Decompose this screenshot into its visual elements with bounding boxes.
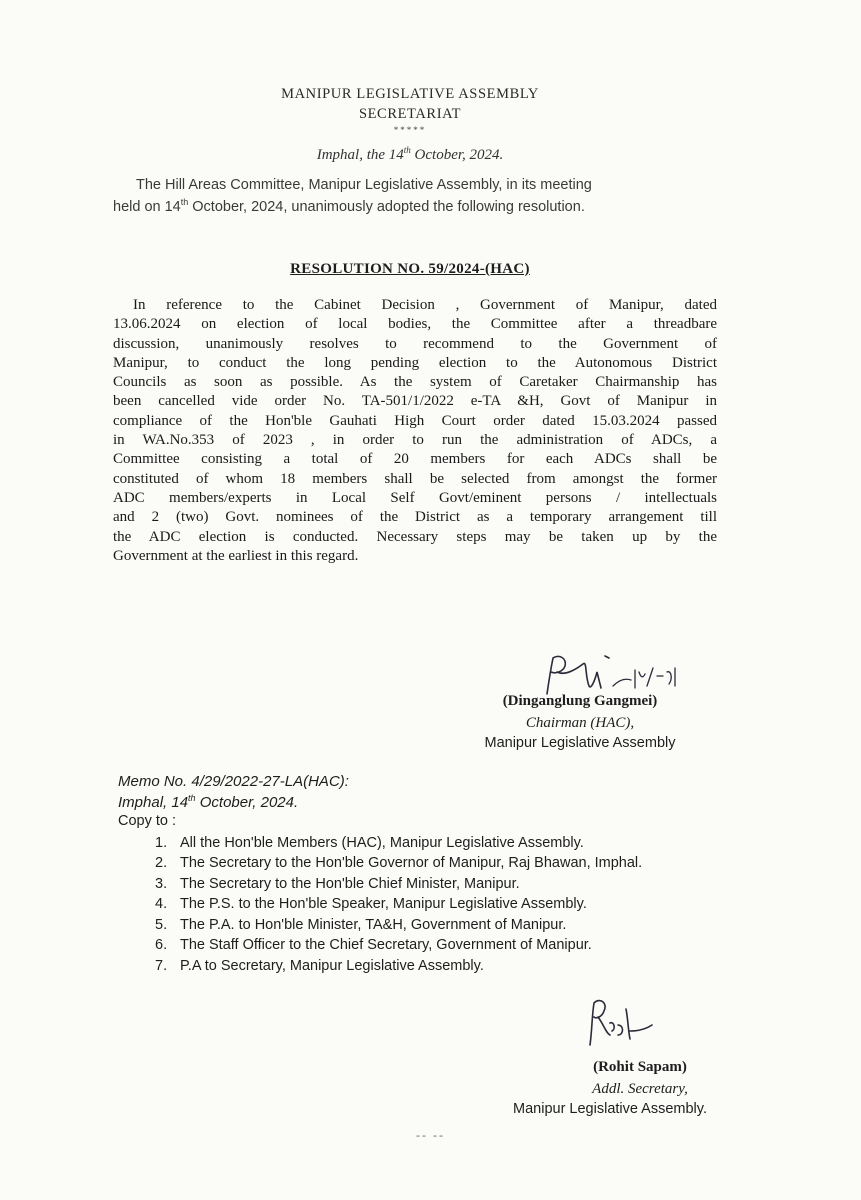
- secretary-signature-icon: [580, 995, 670, 1050]
- intro-line-1: The Hill Areas Committee, Manipur Legislative Assembly, in its meeting: [136, 177, 592, 193]
- header-stars: *****: [393, 125, 427, 135]
- memo-number: Memo No. 4/29/2022-27-LA(HAC):: [118, 773, 349, 790]
- issue-date: Imphal, the 14th October, 2024.: [316, 145, 504, 163]
- list-item: 7. P.A to Secretary, Manipur Legislative Assembly.: [155, 958, 484, 974]
- resolution-line: ADC members/experts in Local Self Govt/eminent persons / intellectuals: [113, 489, 717, 506]
- list-item: 1. All the Hon'ble Members (HAC), Manipur Legislative Assembly.: [155, 835, 584, 851]
- resolution-line: discussion, unanimously resolves to recommend to the Government of: [113, 335, 717, 352]
- resolution-line: In reference to the Cabinet Decision , Government of Manipur, dated: [133, 297, 717, 313]
- secretary-name: (Rohit Sapam): [593, 1059, 687, 1075]
- secretary-designation: Addl. Secretary,: [592, 1081, 688, 1097]
- assembly-title: MANIPUR LEGISLATIVE ASSEMBLY: [281, 86, 539, 102]
- list-item: 6. The Staff Officer to the Chief Secretary, Government of Manipur.: [155, 937, 592, 953]
- resolution-title: RESOLUTION NO. 59/2024-(HAC): [290, 261, 530, 277]
- resolution-line: Government at the earliest in this regard.: [113, 547, 359, 564]
- page-footer-mark: -- --: [416, 1128, 445, 1142]
- resolution-line: the ADC election is conducted. Necessary steps may be taken up by the: [113, 528, 717, 545]
- memo-place-date: Imphal, 14th October, 2024.: [118, 793, 299, 811]
- intro-line-2: held on 14th October, 2024, unanimously adopted the following resolution.: [113, 197, 585, 215]
- chairman-name: (Dinganglung Gangmei): [502, 693, 658, 709]
- list-item: 5. The P.A. to Hon'ble Minister, TA&H, Government of Manipur.: [155, 917, 567, 933]
- chairman-organization: Manipur Legislative Assembly: [484, 735, 676, 751]
- resolution-line: Committee consisting a total of 20 members for each ADCs shall be: [113, 451, 717, 468]
- resolution-line: compliance of the Hon'ble Gauhati High Court order dated 15.03.2024 passed: [113, 412, 717, 429]
- secretariat-title: SECRETARIAT: [358, 106, 462, 122]
- resolution-line: Councils as soon as possible. As the system of Caretaker Chairmanship has: [113, 374, 717, 391]
- copy-to-label: Copy to :: [118, 813, 177, 829]
- list-item: 2. The Secretary to the Hon'ble Governor of Manipur, Raj Bhawan, Imphal.: [155, 855, 643, 871]
- list-item: 4. The P.S. to the Hon'ble Speaker, Manipur Legislative Assembly.: [155, 896, 587, 912]
- resolution-line: in WA.No.353 of 2023 , in order to run the administration of ADCs, a: [113, 432, 717, 449]
- resolution-line: and 2 (two) Govt. nominees of the District as a temporary arrangement till: [113, 509, 717, 526]
- resolution-line: 13.06.2024 on election of local bodies, the Committee after a threadbare: [113, 316, 717, 333]
- secretary-organization: Manipur Legislative Assembly.: [513, 1101, 707, 1117]
- chairman-designation: Chairman (HAC),: [525, 715, 635, 731]
- resolution-line: been cancelled vide order No. TA-501/1/2022 e-TA &H, Govt of Manipur in: [113, 393, 717, 410]
- resolution-line: constituted of whom 18 members shall be selected from amongst the former: [113, 470, 717, 487]
- resolution-body: [113, 296, 717, 566]
- resolution-line: Manipur, to conduct the long pending election to the Autonomous District: [113, 354, 717, 371]
- list-item: 3. The Secretary to the Hon'ble Chief Minister, Manipur.: [155, 876, 520, 892]
